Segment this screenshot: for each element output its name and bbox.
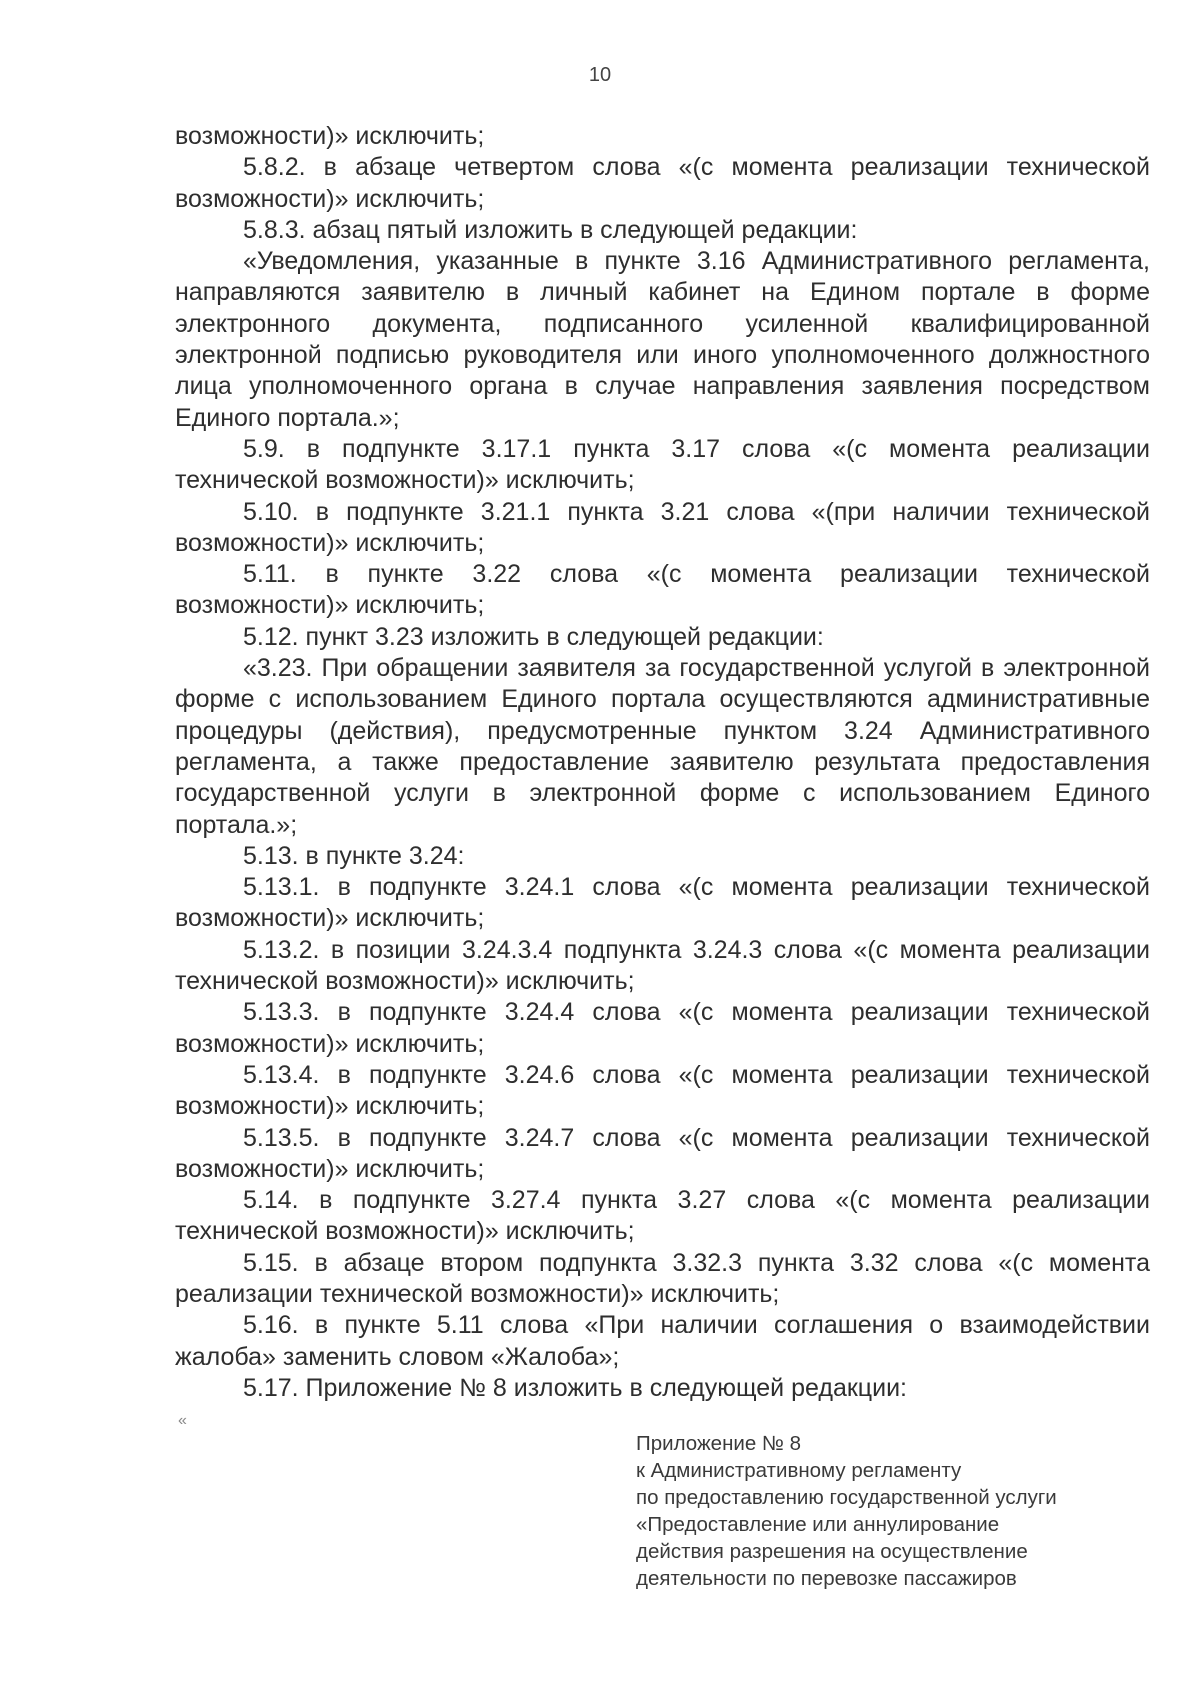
appendix-line: деятельности по перевозке пассажиров [636,1567,1017,1590]
paragraph: 5.8.2. в абзаце четвертом слова «(с момента реализации технической возможности)» исключить; [175,153,1150,213]
paragraph: возможности)» исключить; [175,122,485,150]
paragraph: 5.13. в пункте 3.24: [243,841,465,870]
paragraph: 5.13.4. в подпункте 3.24.6 слова «(с момента реализации технической возможности)» исключить; [175,1060,1150,1121]
appendix-line: к Административному регламенту [636,1459,962,1482]
paragraph: 5.13.2. в позиции 3.24.3.4 подпункта 3.24.3 слова «(с момента реализации технической возможности)» исключить; [175,935,1150,996]
opening-quote-mark: « [178,1412,187,1429]
paragraph: 5.16. в пункте 5.11 слова «При наличии соглашения о взаимодействии жалоба» заменить словом «Жалоба»; [175,1311,1150,1371]
paragraph: 5.8.3. абзац пятый изложить в следующей редакции: [243,215,858,244]
paragraph: 5.15. в абзаце втором подпункта 3.32.3 пункта 3.32 слова «(с момента реализации технической возможности)» исключить; [175,1248,1150,1308]
paragraph: 5.14. в подпункте 3.27.4 пункта 3.27 слова «(с момента реализации технической возможности)» исключить; [175,1186,1150,1246]
paragraph: 5.10. в подпункте 3.21.1 пункта 3.21 слова «(при наличии технической возможности)» исключить; [175,497,1150,557]
appendix-line: по предоставлению государственной услуги [636,1486,1057,1509]
paragraph: 5.13.3. в подпункте 3.24.4 слова «(с момента реализации технической возможности)» исключить; [175,998,1150,1058]
paragraph: 5.11. в пункте 3.22 слова «(с момента реализации технической возможности)» исключить; [175,560,1150,620]
appendix-line: Приложение № 8 [636,1432,802,1455]
appendix-line: «Предоставление или аннулирование [636,1513,1000,1536]
paragraph: «3.23. При обращении заявителя за государственной услугой в электронной форме с использованием Единого портала осуществляются административные процедуры (действия), предусмотренные пунктом 3.24 Административного регламента, а также предоставление заявителю результата предоставления государственной услуги в электронной форме с использованием Единого портала.»; [175,654,1150,839]
appendix-header [636,1430,1156,1592]
paragraph: 5.9. в подпункте 3.17.1 пункта 3.17 слова «(с момента реализации технической возможности)» исключить; [175,434,1150,495]
appendix-line: действия разрешения на осуществление [636,1540,1028,1563]
paragraph: «Уведомления, указанные в пункте 3.16 Административного регламента, направляются заявителю в личный кабинет на Едином портале в форме электронного документа, подписанного усиленной квалифицированной электронной подписью руководителя или иного уполномоченного должностного лица уполномоченного органа в случае направления заявления посредством Единого портала.»; [175,247,1150,432]
paragraph: 5.13.5. в подпункте 3.24.7 слова «(с момента реализации технической возможности)» исключить; [175,1123,1150,1183]
paragraph: 5.13.1. в подпункте 3.24.1 слова «(с момента реализации технической возможности)» исключить; [175,873,1150,933]
paragraph: 5.12. пункт 3.23 изложить в следующей редакции: [243,622,824,651]
paragraph: 5.17. Приложение № 8 изложить в следующей редакции: [243,1373,907,1402]
body-text [175,121,1150,1404]
page-number: 10 [588,64,612,86]
